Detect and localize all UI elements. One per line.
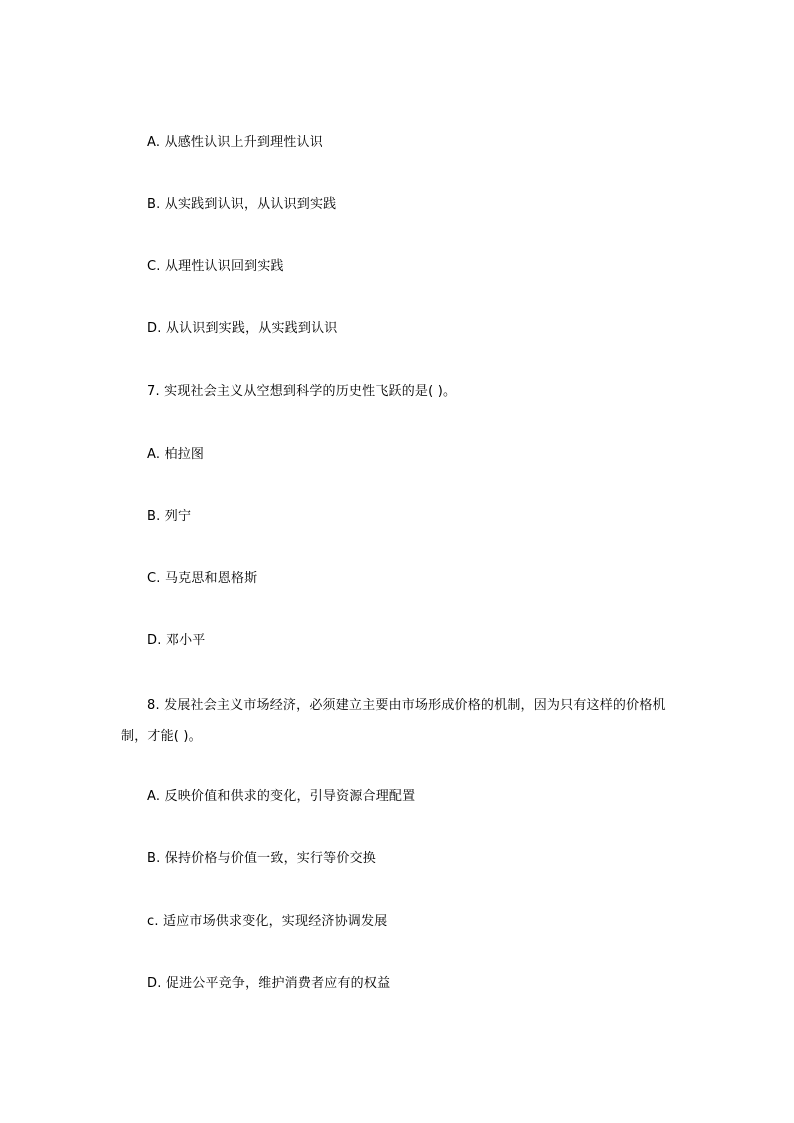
option-a-q8: A. 反映价值和供求的变化，引导资源合理配置	[147, 789, 416, 804]
option-d-q8: D. 促进公平竞争，维护消费者应有的权益	[147, 976, 391, 991]
option-b-q8: B. 保持价格与价值一致，实行等价交换	[147, 851, 376, 866]
option-c-q7: C. 马克思和恩格斯	[147, 571, 258, 586]
option-c-q8: c. 适应市场供求变化，实现经济协调发展	[147, 914, 388, 929]
question-7: 7. 实现社会主义从空想到科学的历史性飞跃的是( )。	[147, 384, 457, 399]
option-b-q7: B. 列宁	[147, 509, 192, 524]
option-d-q6: D. 从认识到实践，从实践到认识	[147, 321, 338, 336]
question-8: 8. 发展社会主义市场经济，必须建立主要由市场形成价格的机制，因为只有这样的价格机制，才能( )。	[121, 698, 666, 744]
option-a-q7: A. 柏拉图	[147, 447, 205, 462]
option-a-q6: A. 从感性认识上升到理性认识	[147, 135, 323, 150]
option-b-q6: B. 从实践到认识，从认识到实践	[147, 197, 337, 212]
option-c-q6: C. 从理性认识回到实践	[147, 259, 284, 274]
option-d-q7: D. 邓小平	[147, 633, 206, 648]
